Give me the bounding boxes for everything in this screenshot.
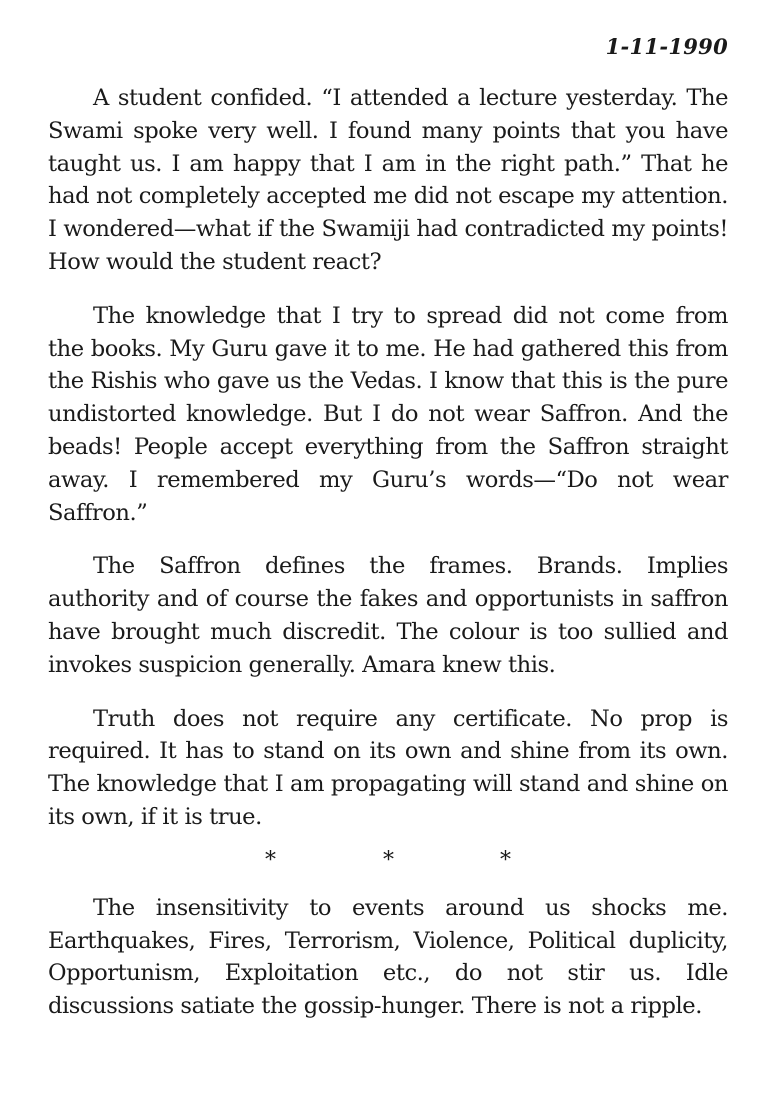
paragraph-gap — [48, 529, 728, 550]
paragraph-gap — [48, 682, 728, 703]
paragraph-saffron-frames: The Saffron defines the frames. Brands. Implies authority and of course the fakes and opportunists in saffron have brought much discredit. The colour is too sullied and invokes suspicion generally. Amara knew this. — [48, 553, 728, 678]
entry-date: 1-11-1990 — [605, 34, 728, 59]
paragraph-gap — [48, 279, 728, 300]
paragraph-insensitivity: The insensitivity to events around us shocks me. Earthquakes, Fires, Terrorism, Violence, Political duplicity, Opportunism, Exploitation etc., do not stir us. Idle discussions satiate the gossip-hunger. There is not a ripple. — [48, 894, 728, 1020]
separator-star: * — [500, 847, 511, 873]
paragraph-knowledge-spread: The knowledge that I try to spread did not come from the books. My Guru gave it to me. He had gathered this from the Rishis who gave us the Vedas. I know that this is the pure undistorted knowledge. But I do not wear Saffron. And the beads! People accept everything from the Saffron straight away. I remembered my Guru’s words—“Do not wear Saffron.” — [48, 302, 728, 526]
separator-star: * — [265, 847, 276, 873]
paragraph-truth-certificate: Truth does not require any certificate. No prop is required. It has to stand on its own and shine from its own. The knowledge that I am propagating will stand and shine on its own, if it is true. — [48, 705, 728, 830]
separator-star: * — [383, 847, 394, 873]
paragraph-student-confided: A student confided. “I attended a lecture yesterday. The Swami spoke very well. I found many points that you have taught us. I am happy that I am in the right path.” That he had not completely accepted me did not escape my attention. I wondered—what if the Swamiji had contradicted my points! How would the student react? — [48, 85, 728, 275]
section-separator — [48, 834, 728, 892]
document-page — [48, 30, 728, 1023]
